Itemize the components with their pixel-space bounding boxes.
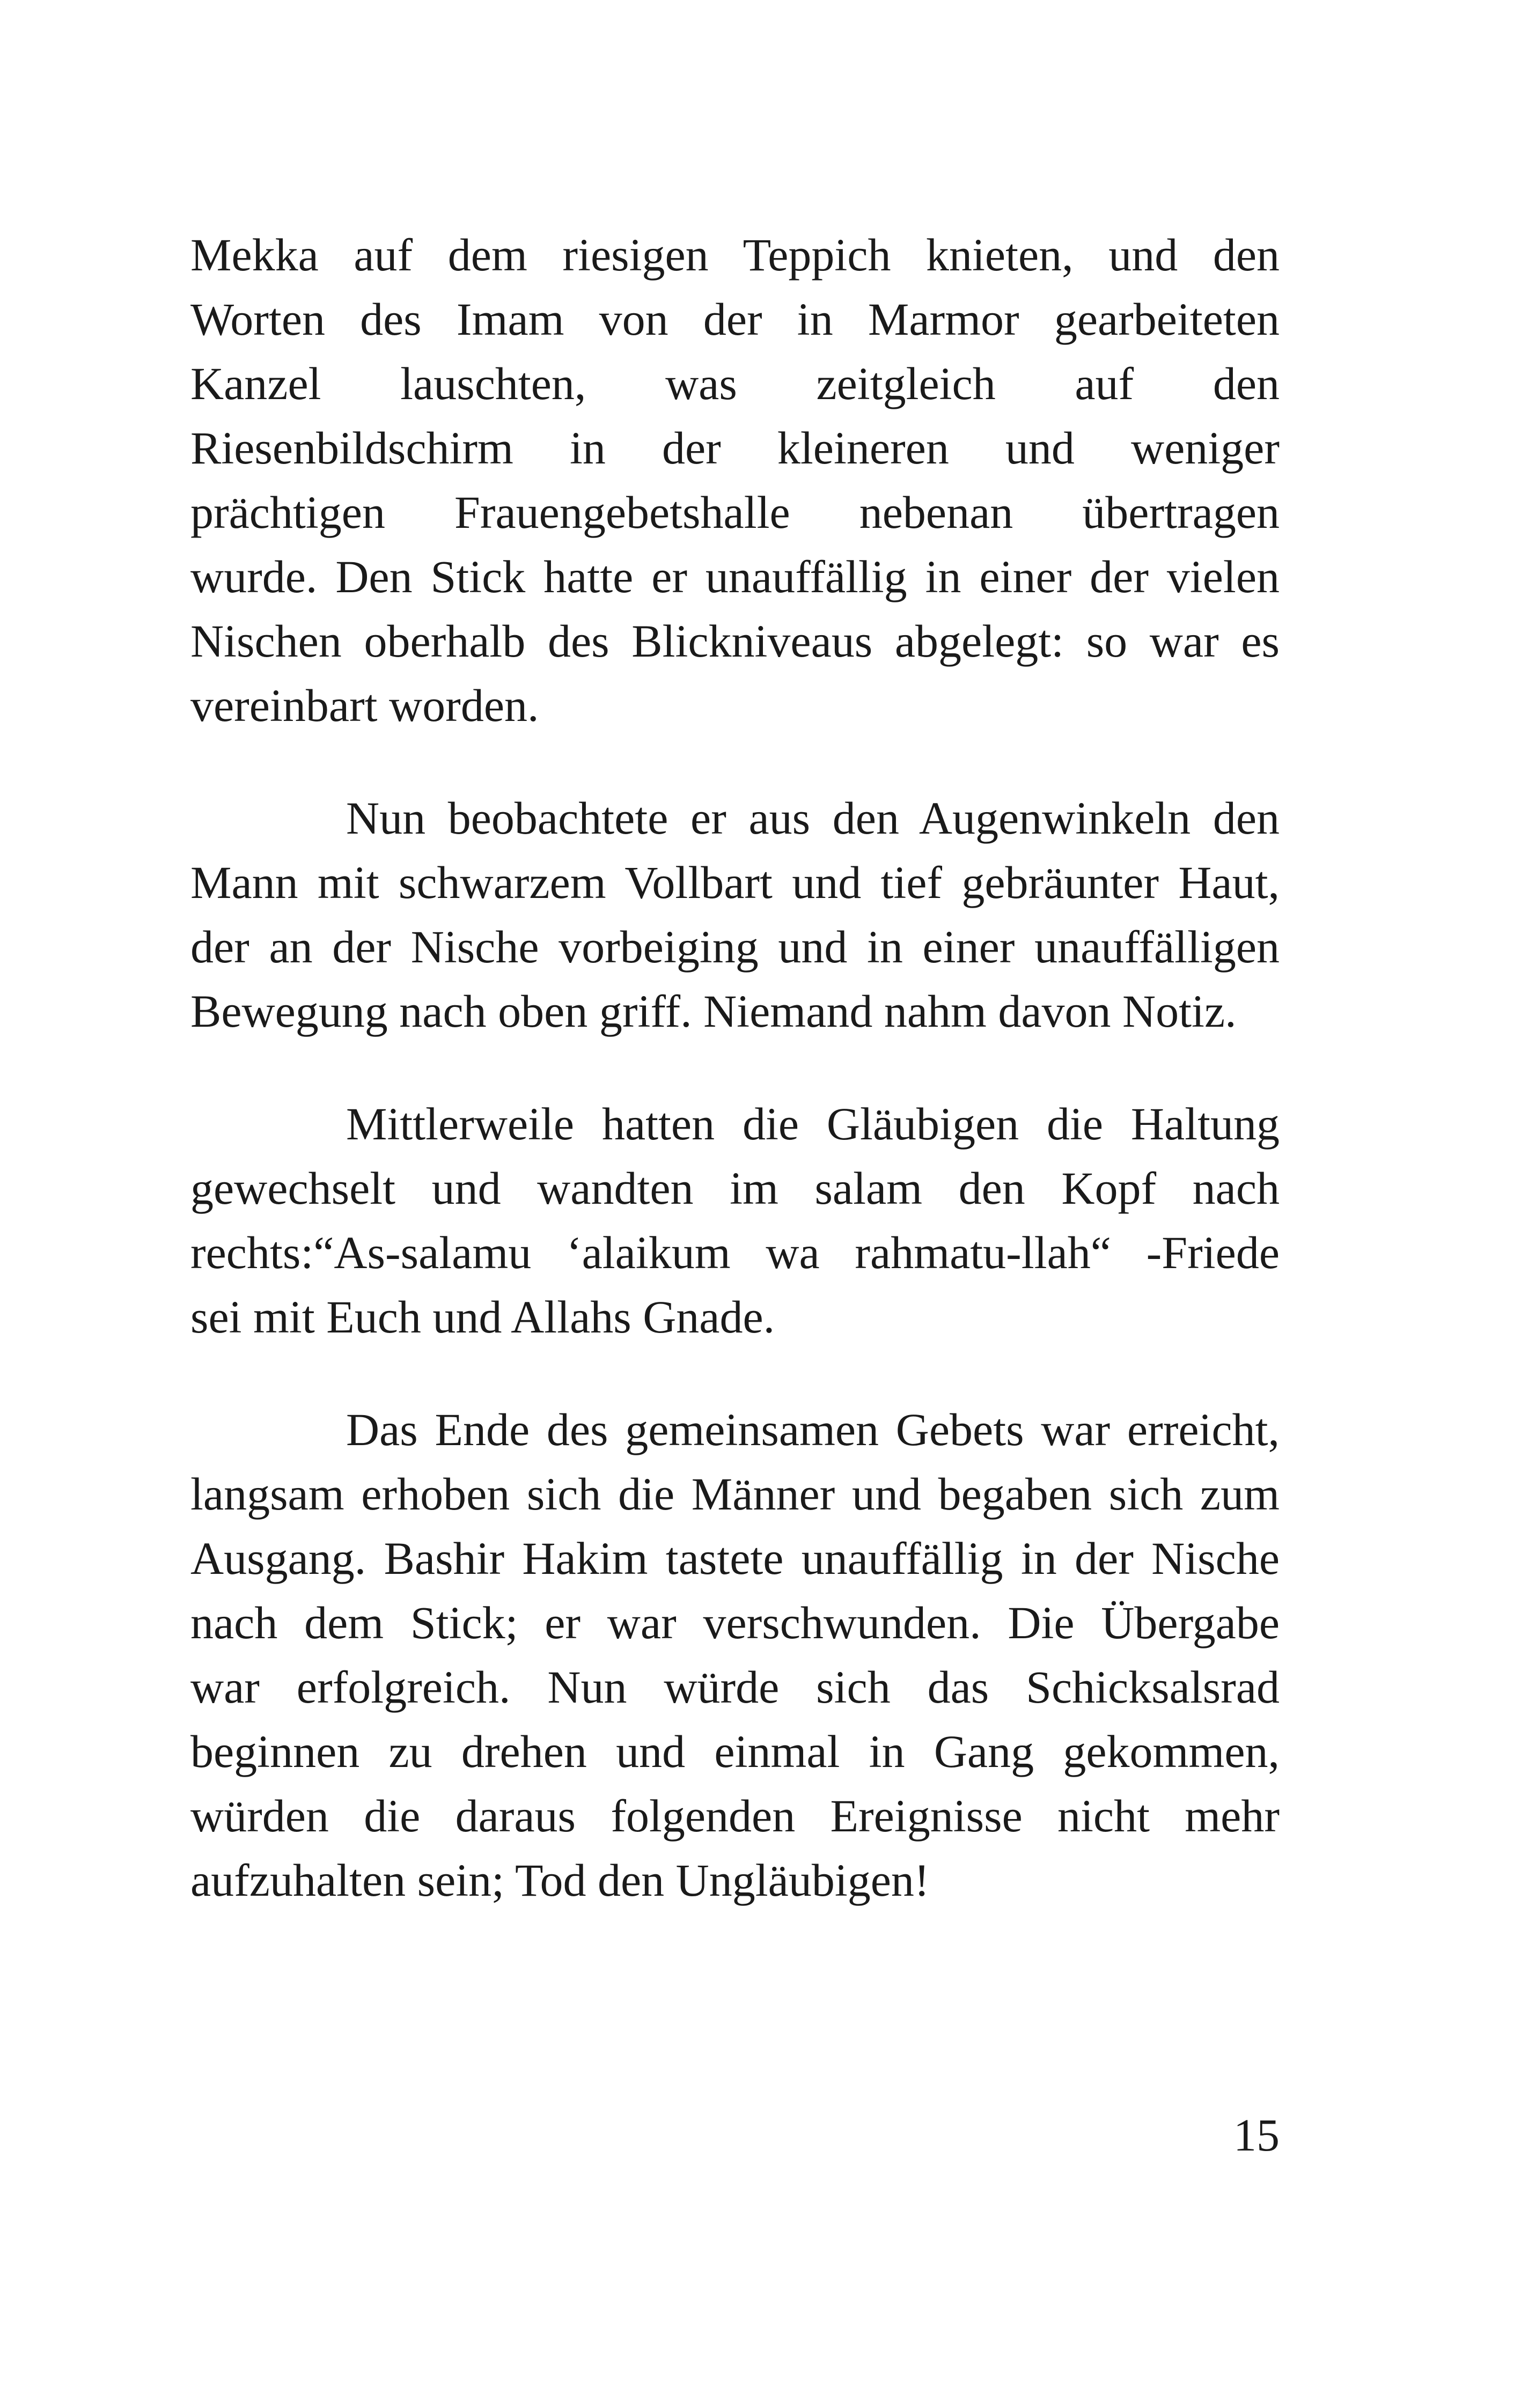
text-line: Mann mit schwarzem Vollbart und tief gebräunter Haut,: [190, 857, 1280, 908]
text-line: Ausgang. Bashir Hakim tastete unauffällig in der Nische: [190, 1533, 1280, 1584]
text-line: prächtigen Frauengebetshalle nebenan übertragen: [190, 487, 1280, 538]
text-line: Kanzel lauschten, was zeitgleich auf den: [190, 358, 1280, 409]
text-line: Riesenbildschirm in der kleineren und weniger: [190, 422, 1280, 474]
text-line: Bewegung nach oben griff. Niemand nahm davon Notiz.: [190, 985, 1237, 1037]
text-line: aufzuhalten sein; Tod den Ungläubigen!: [190, 1854, 930, 1906]
text-line: sei mit Euch und Allahs Gnade.: [190, 1291, 775, 1343]
text-line: Nun beobachtete er aus den Augenwinkeln den: [346, 792, 1280, 844]
text-line: der an der Nische vorbeiging und in einer unauffälligen: [190, 921, 1280, 973]
page-number: 15: [1233, 2109, 1280, 2161]
text-line: gewechselt und wandten im salam den Kopf nach: [190, 1162, 1280, 1214]
text-line: wurde. Den Stick hatte er unauffällig in einer der vielen: [190, 551, 1280, 602]
text-line: Nischen oberhalb des Blickniveaus abgelegt: so war es: [190, 615, 1280, 667]
text-line: Mekka auf dem riesigen Teppich knieten, und den: [190, 229, 1280, 281]
paragraph-2: [190, 786, 1280, 1043]
text-line: war erfolgreich. Nun würde sich das Schicksalsrad: [190, 1661, 1280, 1713]
text-line: rechts:“As-salamu ‘alaikum wa rahmatu-llah“ -Friede: [190, 1227, 1280, 1278]
paragraph-1: [190, 223, 1280, 738]
text-line: würden die daraus folgenden Ereignisse nicht mehr: [190, 1790, 1280, 1842]
text-line: nach dem Stick; er war verschwunden. Die Übergabe: [190, 1597, 1280, 1648]
page-body: [190, 223, 1280, 1912]
text-line: beginnen zu drehen und einmal in Gang gekommen,: [190, 1726, 1280, 1777]
text-line: Mittlerweile hatten die Gläubigen die Haltung: [346, 1098, 1280, 1150]
text-line: Worten des Imam von der in Marmor gearbeiteten: [190, 293, 1280, 345]
text-line: vereinbart worden.: [190, 680, 539, 731]
paragraph-3: [190, 1092, 1280, 1349]
text-line: Das Ende des gemeinsamen Gebets war erreicht,: [346, 1404, 1280, 1455]
paragraph-4: [190, 1397, 1280, 1912]
text-line: langsam erhoben sich die Männer und begaben sich zum: [190, 1468, 1280, 1520]
